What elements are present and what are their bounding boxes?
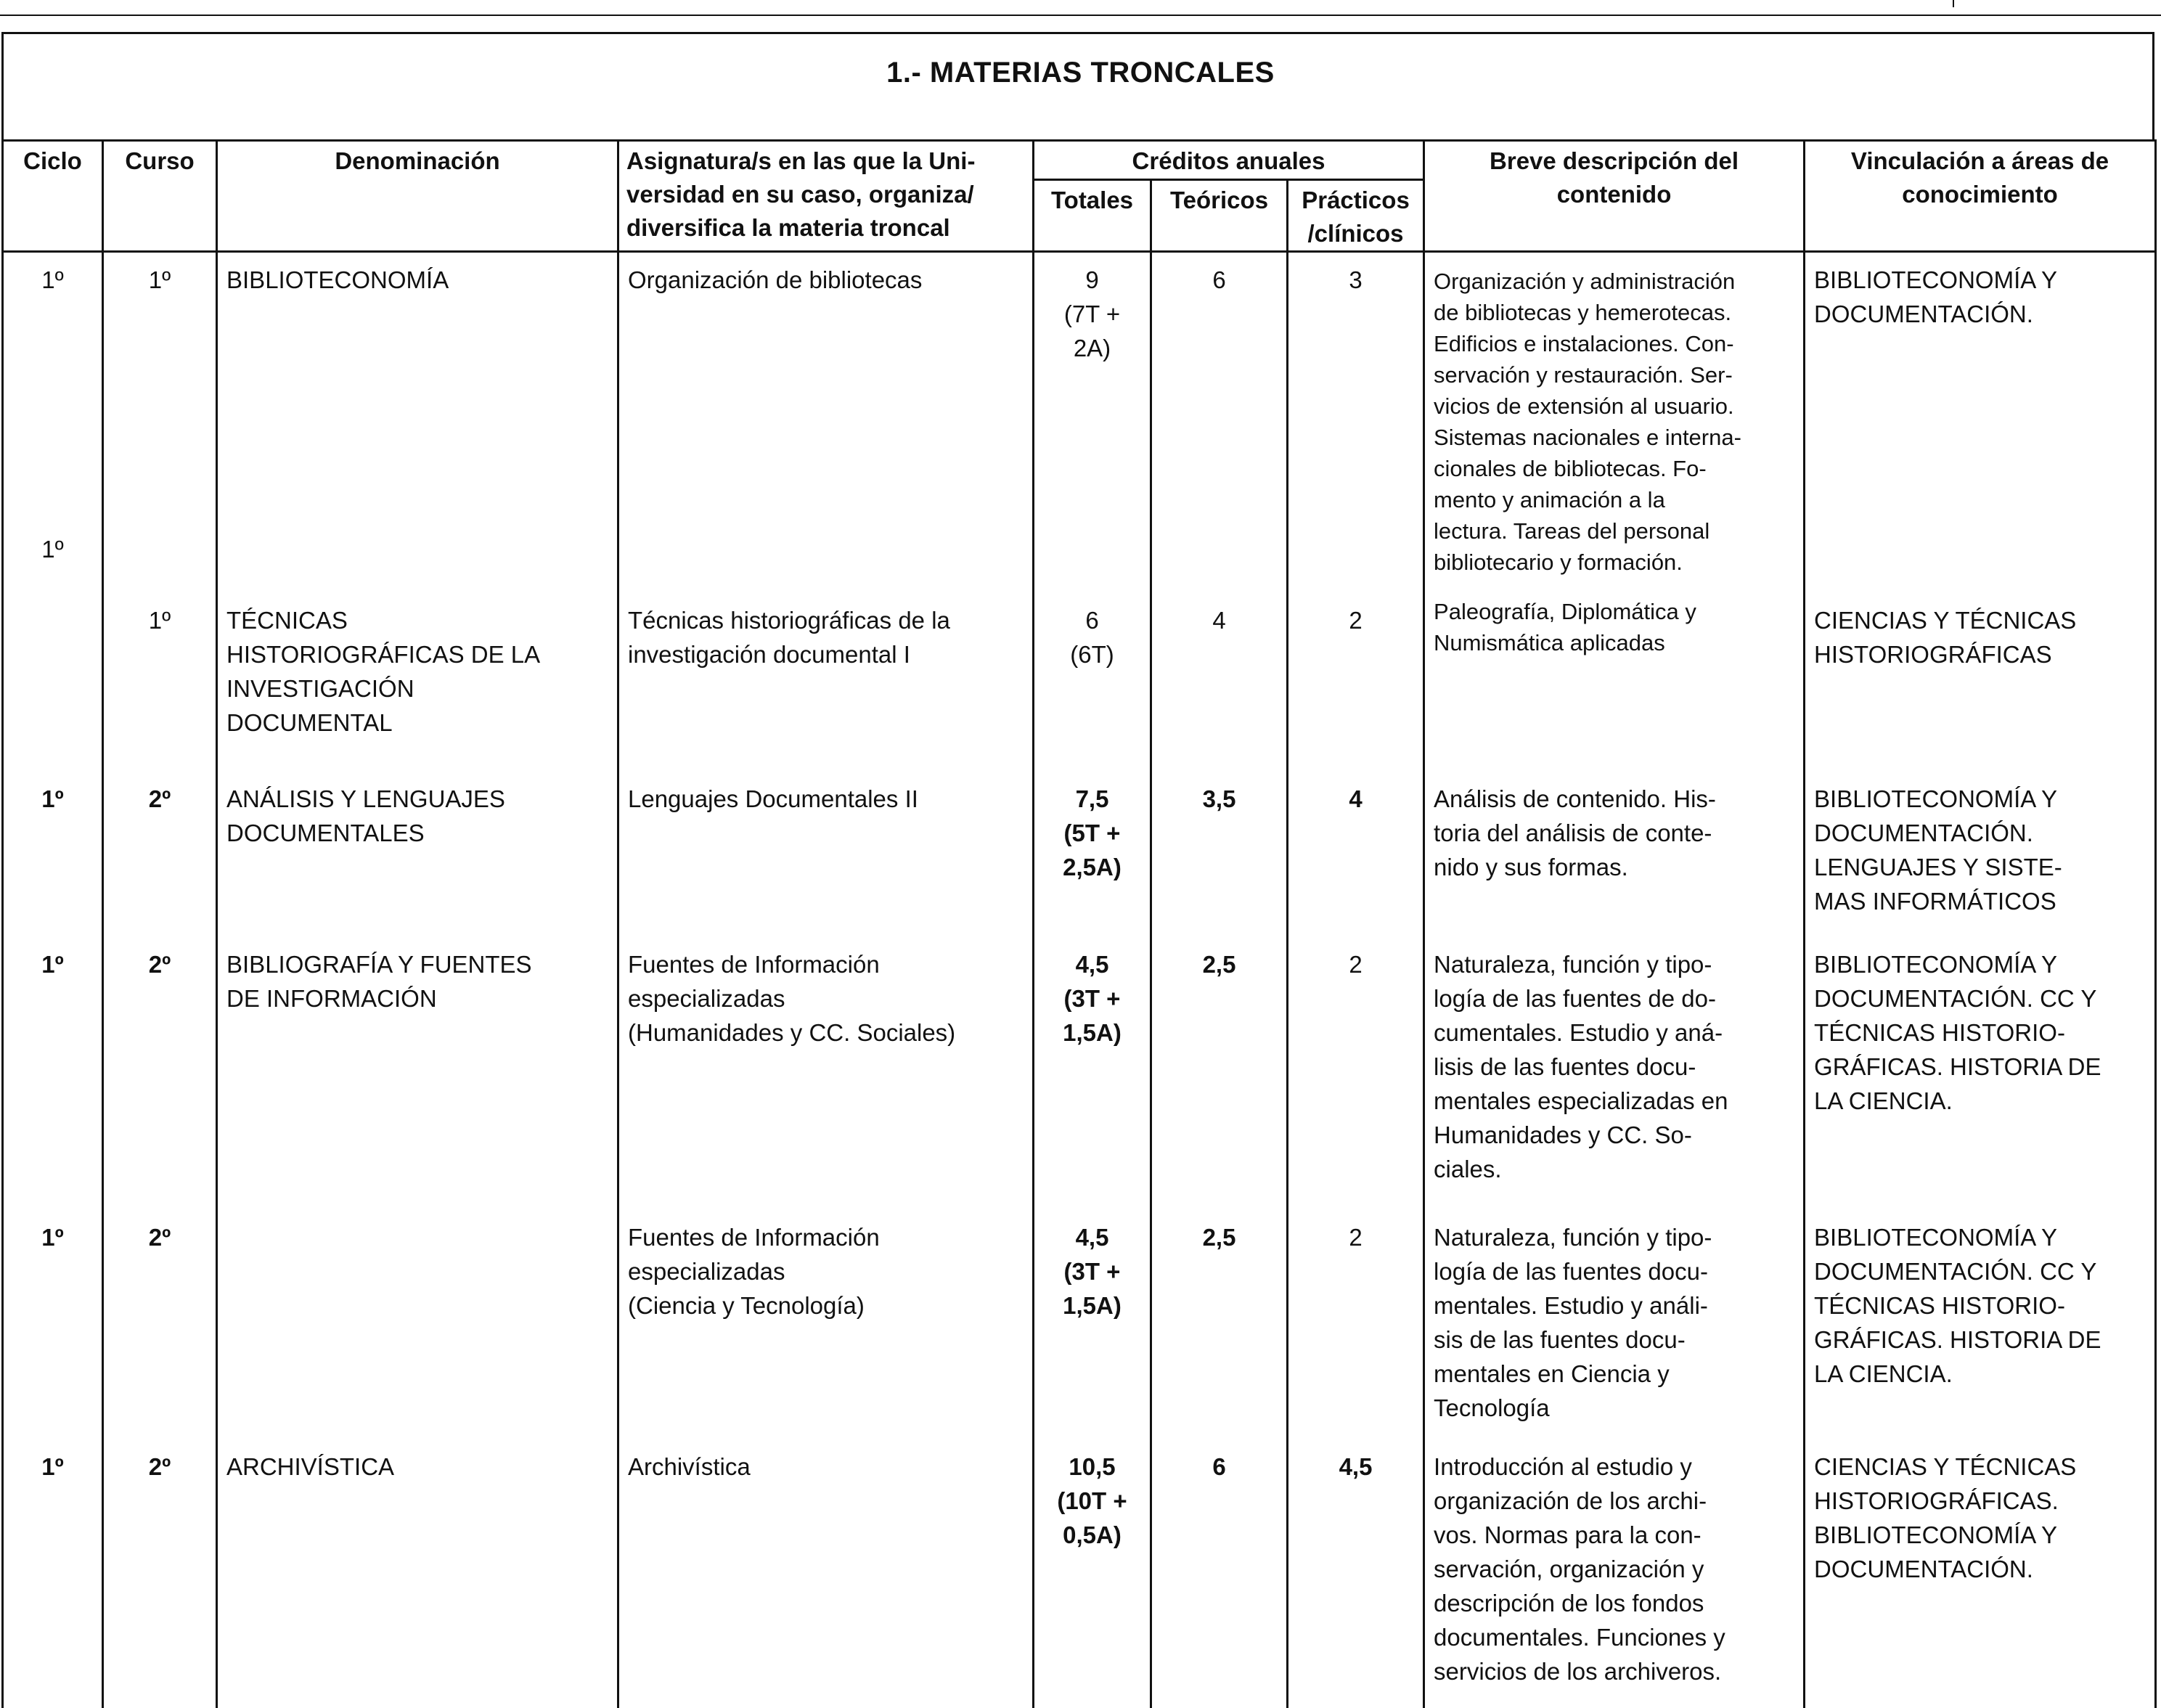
asignatura-line: Lenguajes Documentales II <box>628 785 918 812</box>
row-descripcion <box>1424 1217 1805 1447</box>
descripcion-line: Naturaleza, función y tipo- <box>1434 1223 1712 1251</box>
descripcion-line: logía de las fuentes de do- <box>1434 984 1716 1012</box>
header-creditos: Créditos anuales <box>1034 141 1424 180</box>
descripcion-line: nido y sus formas. <box>1434 853 1628 880</box>
row-descripcion <box>1424 779 1805 944</box>
ciclo-value: 1º <box>41 266 64 293</box>
header-asignatura <box>618 141 1034 252</box>
header-teoricos: Teóricos <box>1151 180 1288 252</box>
totales-line: 4,5 <box>1075 950 1109 978</box>
denominacion-line: BIBLIOTECONOMÍA <box>226 266 449 293</box>
table-row <box>3 779 2156 944</box>
totales-line: (5T + <box>1063 819 1121 846</box>
row-ciclo: 1º <box>3 1447 103 1708</box>
descripcion-line: Organización y administración <box>1434 269 1736 294</box>
row-asignatura <box>618 779 1034 944</box>
row-denominacion <box>217 1217 618 1447</box>
row-denominacion <box>217 779 618 944</box>
row-totales <box>1034 1447 1151 1708</box>
asignatura-line: Fuentes de Información <box>628 1223 880 1251</box>
descripcion-line: descripción de los fondos <box>1434 1589 1704 1617</box>
descripcion-line: Numismática aplicadas <box>1434 629 1665 655</box>
totales-line: 1,5A) <box>1063 1018 1122 1046</box>
header-practicos <box>1288 180 1424 252</box>
header-practicos-line1: Prácticos <box>1302 187 1410 213</box>
asignatura-line: Archivística <box>628 1452 751 1480</box>
row-asignatura <box>618 1217 1034 1447</box>
row-practicos: 2 <box>1288 593 1424 779</box>
row-teoricos: 4 <box>1151 593 1288 779</box>
ciclo-value-extra: 1º <box>41 536 64 563</box>
descripcion-line: ciales. <box>1434 1155 1502 1182</box>
denominacion-line: TÉCNICAS <box>226 606 348 634</box>
row-teoricos: 2,5 <box>1151 1217 1288 1447</box>
row-asignatura <box>618 252 1034 593</box>
vinculacion-line: BIBLIOTECONOMÍA Y <box>1814 266 2058 293</box>
header-vinculacion <box>1805 141 2156 252</box>
header-practicos-line2: /clínicos <box>1307 220 1404 247</box>
descripcion-line: servación, organización y <box>1434 1555 1704 1582</box>
row-vinculacion <box>1805 944 2156 1217</box>
descripcion-line: logía de las fuentes docu- <box>1434 1257 1708 1285</box>
header-ciclo: Ciclo <box>3 141 103 252</box>
vinculacion-line: LA CIENCIA. <box>1814 1360 1953 1387</box>
descripcion-line: organización de los archi- <box>1434 1487 1707 1514</box>
vinculacion-line: BIBLIOTECONOMÍA Y <box>1814 1223 2058 1251</box>
header-descripcion <box>1424 141 1805 252</box>
row-totales <box>1034 252 1151 593</box>
vinculacion-line: BIBLIOTECONOMÍA Y <box>1814 1521 2058 1548</box>
vinculacion-line: LA CIENCIA. <box>1814 1087 1953 1114</box>
vinculacion-line: HISTORIOGRÁFICAS <box>1814 640 2052 668</box>
denominacion-line: ARCHIVÍSTICA <box>226 1452 395 1480</box>
row-ciclo: 1º <box>3 779 103 944</box>
vinculacion-line: GRÁFICAS. HISTORIA DE <box>1814 1325 2101 1353</box>
row-totales <box>1034 593 1151 779</box>
row-teoricos: 2,5 <box>1151 944 1288 1217</box>
asignatura-line: Fuentes de Información <box>628 950 880 978</box>
row-vinculacion <box>1805 1217 2156 1447</box>
row-practicos: 3 <box>1288 252 1424 593</box>
descripcion-line: mentales. Estudio y análi- <box>1434 1291 1708 1319</box>
totales-line: 4,5 <box>1075 1223 1109 1251</box>
row-curso: 1º <box>103 593 217 779</box>
descripcion-line: mentales en Ciencia y <box>1434 1360 1670 1387</box>
table-row <box>3 1217 2156 1447</box>
table-row <box>3 593 2156 779</box>
totales-line: (7T + <box>1063 301 1121 327</box>
header-descripcion-line2: contenido <box>1556 181 1672 208</box>
descripcion-line: cumentales. Estudio y aná- <box>1434 1018 1723 1046</box>
descripcion-line: bibliotecario y formación. <box>1434 549 1683 575</box>
denominacion-line: DOCUMENTALES <box>226 819 425 846</box>
totales-line: 7,5 <box>1075 785 1109 812</box>
row-asignatura <box>618 593 1034 779</box>
descripcion-line: toria del análisis de conte- <box>1434 819 1712 846</box>
descripcion-line: sis de las fuentes docu- <box>1434 1325 1686 1353</box>
row-ciclo <box>3 593 103 779</box>
header-totales: Totales <box>1034 180 1151 252</box>
vinculacion-line: MAS INFORMÁTICOS <box>1814 887 2056 915</box>
denominacion-line: DE INFORMACIÓN <box>226 984 437 1012</box>
row-totales <box>1034 1217 1151 1447</box>
row-curso: 2º <box>103 944 217 1217</box>
asignatura-line: investigación documental I <box>628 640 910 668</box>
row-vinculacion <box>1805 1447 2156 1708</box>
descripcion-line: mentales especializadas en <box>1434 1087 1728 1114</box>
totales-line: 2,5A) <box>1063 853 1122 880</box>
descripcion-line: Naturaleza, función y tipo- <box>1434 950 1712 978</box>
vinculacion-line: CIENCIAS Y TÉCNICAS <box>1814 606 2077 634</box>
totales-line: 10,5 <box>1069 1452 1116 1480</box>
asignatura-line: (Ciencia y Tecnología) <box>628 1291 865 1319</box>
asignatura-line: Organización de bibliotecas <box>628 266 923 293</box>
header-vinculacion-line1: Vinculación a áreas de <box>1850 147 2109 174</box>
descripcion-line: de bibliotecas y hemerotecas. <box>1434 300 1732 325</box>
row-descripcion <box>1424 1447 1805 1708</box>
vinculacion-line: GRÁFICAS. HISTORIA DE <box>1814 1053 2101 1080</box>
vinculacion-line: BIBLIOTECONOMÍA Y <box>1814 950 2058 978</box>
vinculacion-line: HISTORIOGRÁFICAS. <box>1814 1487 2059 1514</box>
descripcion-line: servicios de los archiveros. <box>1434 1657 1722 1685</box>
corner-tick <box>1953 0 1954 7</box>
row-denominacion <box>217 593 618 779</box>
denominacion-line: DOCUMENTAL <box>226 708 393 736</box>
totales-line: (6T) <box>1070 640 1114 668</box>
vinculacion-line: BIBLIOTECONOMÍA Y <box>1814 785 2058 812</box>
table-header <box>3 141 2156 252</box>
row-asignatura <box>618 944 1034 1217</box>
descripcion-line: vos. Normas para la con- <box>1434 1521 1702 1548</box>
descripcion-line: Tecnología <box>1434 1394 1550 1421</box>
vinculacion-line: TÉCNICAS HISTORIO- <box>1814 1018 2065 1046</box>
asignatura-line: especializadas <box>628 1257 785 1285</box>
table-row <box>3 944 2156 1217</box>
row-descripcion <box>1424 252 1805 593</box>
asignatura-line: especializadas <box>628 984 785 1012</box>
row-ciclo: 1º <box>3 944 103 1217</box>
row-curso: 2º <box>103 1447 217 1708</box>
totales-line: 0,5A) <box>1063 1521 1122 1548</box>
row-totales <box>1034 944 1151 1217</box>
row-ciclo <box>3 252 103 593</box>
row-practicos: 4 <box>1288 779 1424 944</box>
table-body <box>3 252 2156 1708</box>
row-vinculacion <box>1805 252 2156 593</box>
header-asignatura-line2: versidad en su caso, organiza/ <box>626 181 974 208</box>
asignatura-line: Técnicas historiográficas de la <box>628 606 950 634</box>
totales-line: 9 <box>1085 266 1099 293</box>
vinculacion-line: CIENCIAS Y TÉCNICAS <box>1814 1452 2077 1480</box>
row-practicos: 2 <box>1288 1217 1424 1447</box>
row-totales <box>1034 779 1151 944</box>
vinculacion-line: DOCUMENTACIÓN. CC Y <box>1814 1257 2097 1285</box>
header-denominacion: Denominación <box>217 141 618 252</box>
row-denominacion <box>217 1447 618 1708</box>
vinculacion-line: TÉCNICAS HISTORIO- <box>1814 1291 2065 1319</box>
row-practicos: 2 <box>1288 944 1424 1217</box>
descripcion-line: servación y restauración. Ser- <box>1434 362 1733 388</box>
row-curso: 2º <box>103 779 217 944</box>
row-curso: 1º <box>103 252 217 593</box>
row-curso: 2º <box>103 1217 217 1447</box>
row-denominacion <box>217 944 618 1217</box>
descripcion-line: vicios de extensión al usuario. <box>1434 393 1734 419</box>
descripcion-line: Edificios e instalaciones. Con- <box>1434 331 1734 356</box>
descripcion-line: lisis de las fuentes docu- <box>1434 1053 1696 1080</box>
row-teoricos: 3,5 <box>1151 779 1288 944</box>
totales-line: 6 <box>1085 606 1099 634</box>
row-practicos: 4,5 <box>1288 1447 1424 1708</box>
vinculacion-line: DOCUMENTACIÓN. <box>1814 1555 2033 1582</box>
descripcion-line: Paleografía, Diplomática y <box>1434 598 1696 624</box>
descripcion-line: Humanidades y CC. So- <box>1434 1121 1692 1148</box>
row-vinculacion <box>1805 779 2156 944</box>
totales-line: (10T + <box>1057 1487 1127 1514</box>
materias-table <box>1 139 2157 1708</box>
totales-line: (3T + <box>1063 984 1121 1012</box>
top-rule <box>0 15 2161 16</box>
row-denominacion <box>217 252 618 593</box>
descripcion-line: documentales. Funciones y <box>1434 1623 1725 1651</box>
vinculacion-line: DOCUMENTACIÓN. CC Y <box>1814 984 2097 1012</box>
denominacion-line: HISTORIOGRÁFICAS DE LA <box>226 640 541 668</box>
vinculacion-line: DOCUMENTACIÓN. <box>1814 301 2033 327</box>
descripcion-line: Introducción al estudio y <box>1434 1452 1692 1480</box>
table-row <box>3 252 2156 593</box>
denominacion-line: BIBLIOGRAFÍA Y FUENTES <box>226 950 532 978</box>
vinculacion-line: LENGUAJES Y SISTE- <box>1814 853 2062 880</box>
descripcion-line: lectura. Tareas del personal <box>1434 518 1710 544</box>
row-descripcion <box>1424 944 1805 1217</box>
row-vinculacion <box>1805 593 2156 779</box>
denominacion-line: INVESTIGACIÓN <box>226 674 414 702</box>
descripcion-line: Análisis de contenido. His- <box>1434 785 1716 812</box>
vinculacion-line: DOCUMENTACIÓN. <box>1814 819 2033 846</box>
totales-line: (3T + <box>1063 1257 1121 1285</box>
row-descripcion <box>1424 593 1805 779</box>
row-ciclo: 1º <box>3 1217 103 1447</box>
page-title: 1.- MATERIAS TRONCALES <box>886 57 1275 89</box>
asignatura-line: (Humanidades y CC. Sociales) <box>628 1018 956 1046</box>
row-teoricos: 6 <box>1151 252 1288 593</box>
header-descripcion-line1: Breve descripción del <box>1490 147 1739 174</box>
row-asignatura <box>618 1447 1034 1708</box>
descripcion-line: cionales de bibliotecas. Fo- <box>1434 456 1707 481</box>
descripcion-line: mento y animación a la <box>1434 487 1665 512</box>
row-teoricos: 6 <box>1151 1447 1288 1708</box>
table-row <box>3 1447 2156 1708</box>
descripcion-line: Sistemas nacionales e interna- <box>1434 425 1741 450</box>
header-curso: Curso <box>103 141 217 252</box>
totales-line: 1,5A) <box>1063 1291 1122 1319</box>
header-asignatura-line3: diversifica la materia troncal <box>626 214 950 241</box>
header-vinculacion-line2: conocimiento <box>1902 181 2058 208</box>
totales-line: 2A) <box>1073 335 1111 361</box>
header-asignatura-line1: Asignatura/s en las que la Uni- <box>626 147 976 174</box>
denominacion-line: ANÁLISIS Y LENGUAJES <box>226 785 505 812</box>
